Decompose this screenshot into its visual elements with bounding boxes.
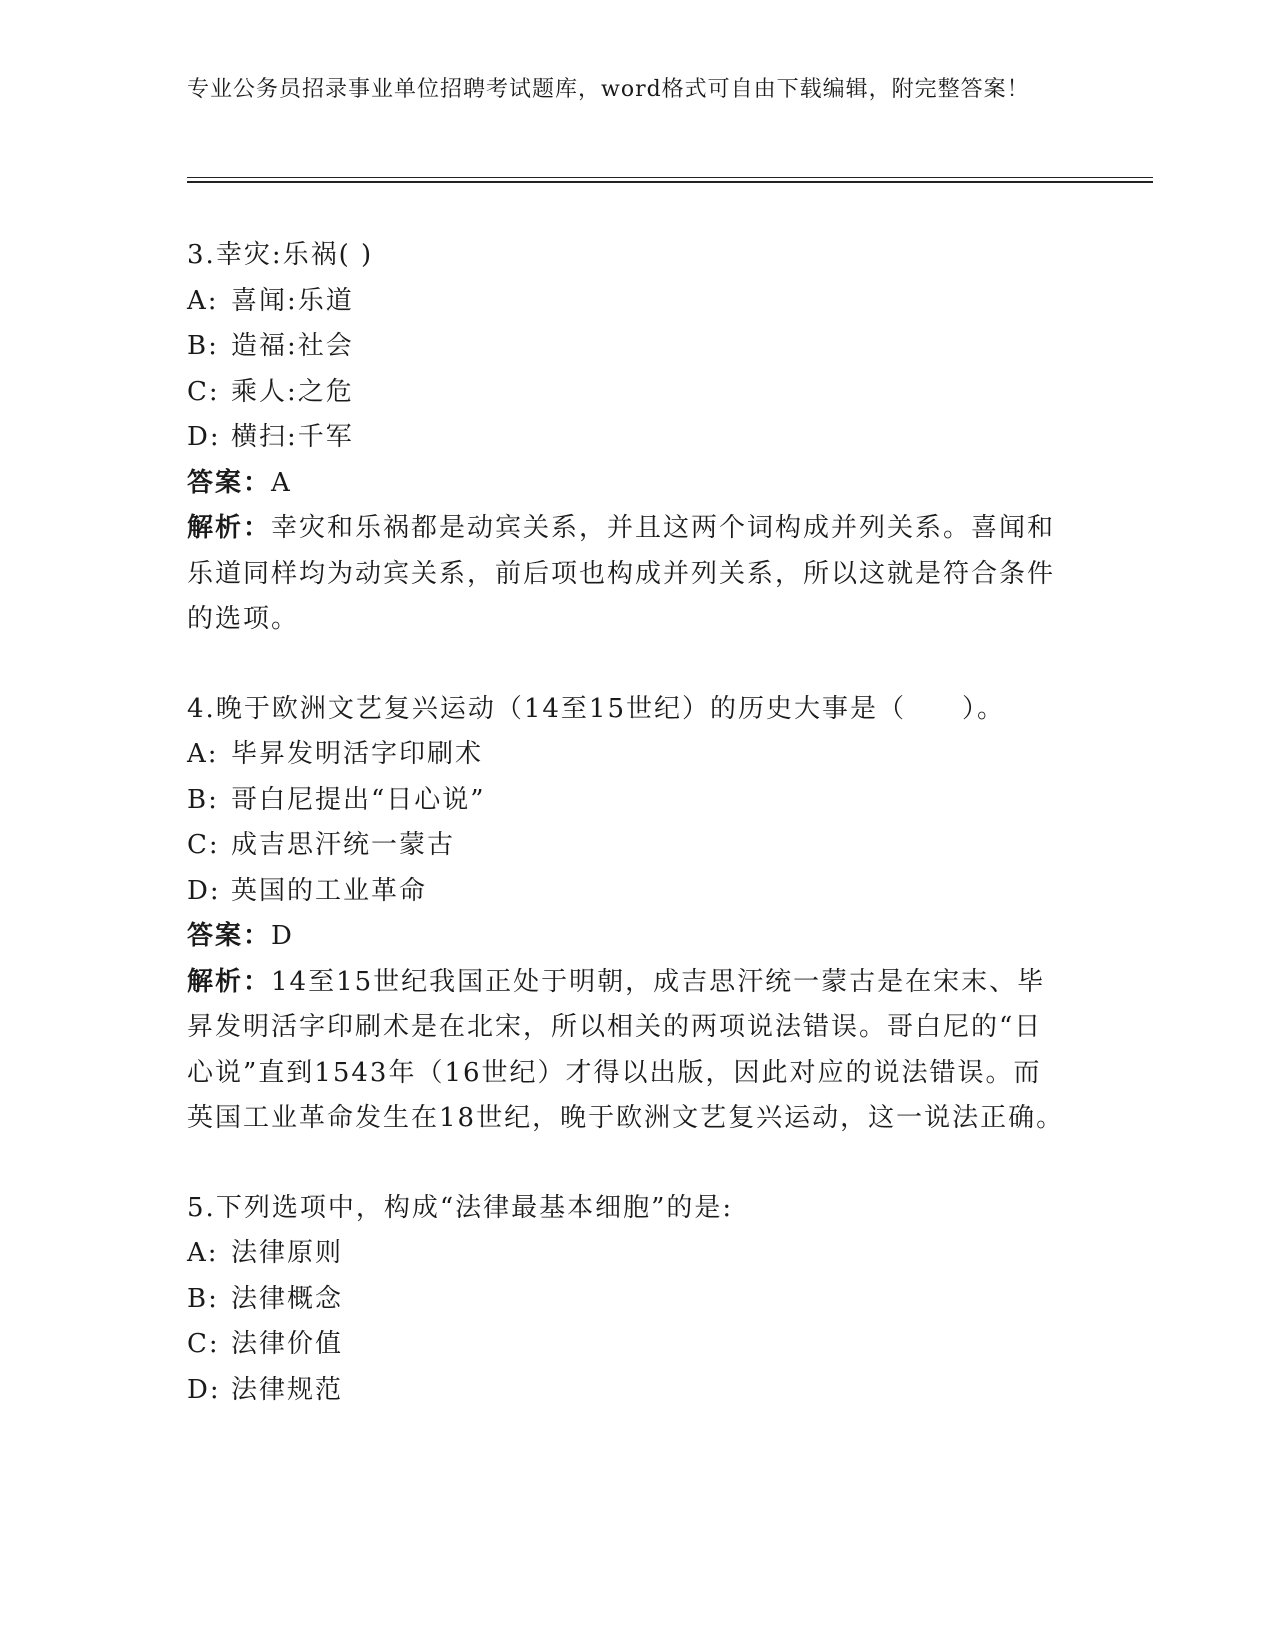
question-number: 3.	[187, 240, 216, 270]
question-text: 下列选项中，构成“法律最基本细胞”的是:	[215, 1192, 734, 1223]
analysis-text: 幸灾和乐祸都是动宾关系，并且这两个词构成并列关系。喜闻和乐道同样均为动宾关系，前后项也构成并列关系，所以这就是符合条件的选项。	[187, 513, 1056, 634]
option-label: A:	[187, 739, 219, 769]
question-4	[187, 687, 1087, 1142]
option-text: 乘人:之危	[231, 376, 354, 407]
questions-content	[187, 233, 1087, 1457]
option-label: A:	[187, 1238, 219, 1268]
header-text: 专业公务员招录事业单位招聘考试题库，word格式可自由下载编辑，附完整答案！	[187, 77, 1030, 102]
question-text: 幸灾:乐祸( )	[215, 240, 374, 270]
option-text: 喜闻:乐道	[231, 285, 354, 316]
question-number: 5.	[187, 1192, 216, 1223]
analysis-paragraph	[187, 960, 1067, 1142]
option-label: B:	[187, 784, 219, 815]
option-d	[187, 869, 1087, 915]
analysis-label: 解析：	[187, 513, 272, 543]
option-label: D:	[187, 1374, 221, 1405]
option-label: D:	[187, 422, 221, 452]
option-text: 法律概念	[231, 1283, 344, 1314]
option-b	[187, 1277, 1087, 1323]
analysis-label: 解析：	[187, 966, 272, 997]
option-text: 哥白尼提出“日心说”	[231, 784, 486, 815]
analysis-paragraph	[187, 506, 1067, 643]
question-stem	[187, 233, 1087, 279]
option-text: 法律规范	[231, 1374, 344, 1405]
option-c	[187, 823, 1087, 869]
question-stem	[187, 1186, 1087, 1232]
answer-value: D	[271, 921, 294, 951]
option-text: 成吉思汗统一蒙古	[231, 830, 456, 860]
option-text: 造福:社会	[231, 331, 354, 361]
answer-value: A	[271, 467, 292, 498]
question-text: 晚于欧洲文艺复兴运动（14至15世纪）的历史大事是（ ）。	[215, 693, 1005, 724]
option-label: A:	[187, 285, 219, 316]
option-label: B:	[187, 1283, 219, 1314]
option-c	[187, 1322, 1087, 1368]
option-b	[187, 324, 1087, 370]
option-b	[187, 778, 1087, 824]
option-c	[187, 370, 1087, 416]
option-text: 横扫:千军	[231, 422, 354, 452]
option-label: D:	[187, 875, 221, 906]
header-divider	[187, 177, 1153, 183]
option-label: C:	[187, 1329, 220, 1359]
header-divider-thick	[187, 181, 1153, 183]
answer-label: 答案：	[187, 921, 272, 951]
answer-line	[187, 914, 1087, 960]
analysis-text: 14至15世纪我国正处于明朝，成吉思汗统一蒙古是在宋末、毕昇发明活字印刷术是在北宋，所以相关的两项说法错误。哥白尼的“日心说”直到1543年（16世纪）才得以出版，因此对应的说法错误。而英国工业革命发生在18世纪，晚于欧洲文艺复兴运动，这一说法正确。	[187, 966, 1065, 1133]
question-stem	[187, 687, 1087, 733]
option-label: B:	[187, 331, 219, 361]
answer-line	[187, 461, 1087, 507]
option-d	[187, 415, 1087, 461]
option-d	[187, 1368, 1087, 1414]
header-divider-thin	[187, 177, 1153, 178]
answer-label: 答案：	[187, 467, 272, 498]
option-text: 英国的工业革命	[231, 875, 428, 906]
option-label: C:	[187, 376, 220, 407]
option-a	[187, 1231, 1087, 1277]
option-text: 法律价值	[231, 1329, 344, 1359]
question-3	[187, 233, 1087, 643]
page-header	[187, 74, 1067, 106]
question-5	[187, 1186, 1087, 1414]
option-text: 法律原则	[231, 1238, 344, 1268]
option-label: C:	[187, 830, 220, 860]
option-a	[187, 279, 1087, 325]
option-a	[187, 732, 1087, 778]
option-text: 毕昇发明活字印刷术	[231, 739, 484, 769]
question-number: 4.	[187, 693, 216, 724]
